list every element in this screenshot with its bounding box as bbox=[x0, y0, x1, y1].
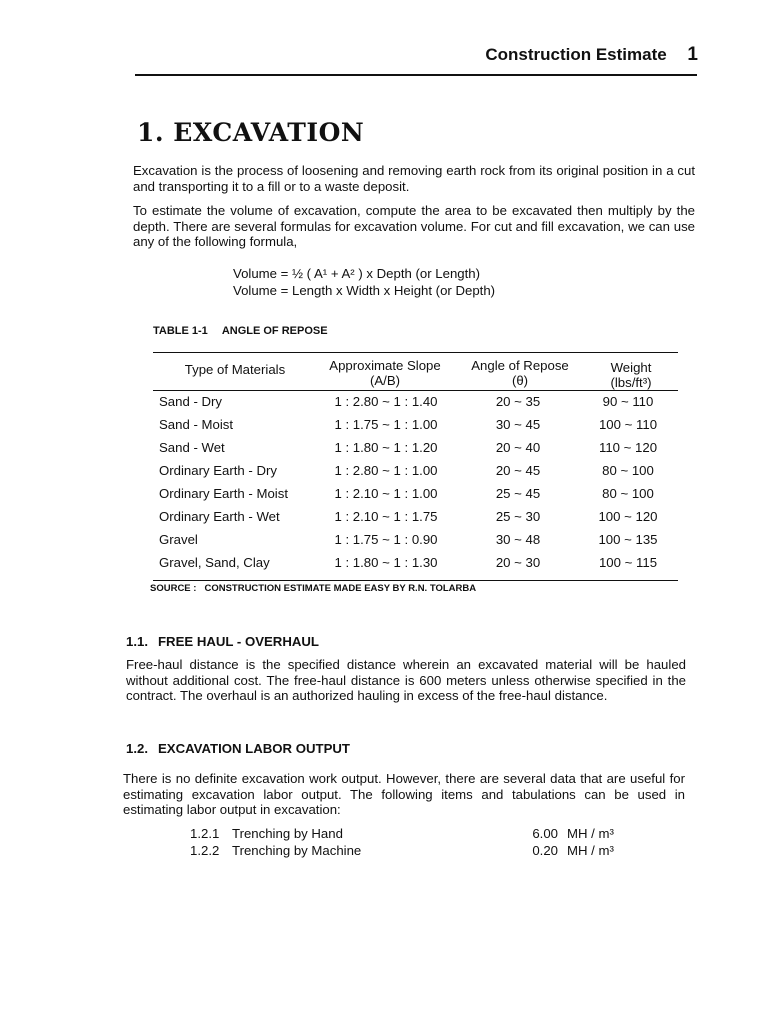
column-header-weight-label: Weight bbox=[610, 360, 652, 375]
weight-cell: 90 ~ 110 bbox=[602, 394, 654, 409]
table-top-rule bbox=[153, 352, 678, 353]
weight-cell: 100 ~ 115 bbox=[598, 555, 658, 570]
free-haul-paragraph: Free-haul distance is the specified distance wherein an excavated material will be hauled without additional cost. The free-haul distance is 600 meters unless otherwise specified in the contract. The overhaul is an authorized hauling in excess of the free-haul distance. bbox=[126, 657, 686, 703]
labor-output-item bbox=[190, 843, 630, 859]
source-label: SOURCE : bbox=[150, 583, 197, 594]
column-header-slope-sub: (A/B) bbox=[369, 373, 401, 388]
table-row bbox=[0, 440, 768, 462]
table-header-rule bbox=[153, 390, 678, 391]
item-code: 1.2.1 bbox=[190, 826, 220, 841]
book-title: Construction Estimate bbox=[485, 45, 667, 64]
labor-output-paragraph: There is no definite excavation work output. However, there are several data that are useful for estimating excavation labor output. The following items and tabulations can be used in estimating labor output in excavation: bbox=[123, 771, 685, 817]
weight-cell: 100 ~ 110 bbox=[598, 417, 658, 432]
material-cell: Sand - Wet bbox=[159, 440, 225, 455]
material-cell: Ordinary Earth - Wet bbox=[159, 509, 280, 524]
slope-cell: 1 : 2.10 ~ 1 : 1.00 bbox=[334, 486, 438, 501]
angle-cell: 25 ~ 30 bbox=[495, 509, 541, 524]
volume-formula-average-end-area: Volume = ½ ( A¹ + A² ) x Depth (or Length) bbox=[233, 266, 481, 281]
column-header-materials bbox=[170, 362, 300, 377]
table-source bbox=[150, 583, 476, 594]
material-cell: Sand - Moist bbox=[159, 417, 234, 432]
angle-cell: 30 ~ 48 bbox=[495, 532, 541, 547]
angle-cell: 20 ~ 45 bbox=[495, 463, 541, 478]
page-number: 1 bbox=[687, 44, 698, 65]
slope-cell: 1 : 1.75 ~ 1 : 0.90 bbox=[334, 532, 438, 547]
weight-cell: 110 ~ 120 bbox=[598, 440, 658, 455]
section-number: 1.2. bbox=[126, 741, 148, 756]
material-cell: Ordinary Earth - Dry bbox=[159, 463, 277, 478]
material-cell: Sand - Dry bbox=[159, 394, 223, 409]
header-rule bbox=[135, 74, 697, 76]
item-unit: MH / m³ bbox=[567, 826, 614, 841]
column-header-weight-sub: (lbs/ft³) bbox=[610, 375, 652, 390]
column-header-angle-sub: (θ) bbox=[511, 373, 529, 388]
column-header-materials-label: Type of Materials bbox=[184, 362, 286, 377]
angle-cell: 25 ~ 45 bbox=[495, 486, 541, 501]
table-row bbox=[0, 509, 768, 531]
table-row bbox=[0, 394, 768, 416]
angle-cell: 20 ~ 40 bbox=[495, 440, 541, 455]
section-title: EXCAVATION LABOR OUTPUT bbox=[158, 741, 350, 756]
table-row bbox=[0, 486, 768, 508]
item-value: 0.20 bbox=[532, 843, 558, 858]
section-heading-labor-output bbox=[126, 741, 350, 756]
item-code: 1.2.2 bbox=[190, 843, 220, 858]
angle-cell: 30 ~ 45 bbox=[495, 417, 541, 432]
table-label: TABLE 1-1 bbox=[153, 325, 208, 337]
column-header-weight bbox=[590, 360, 672, 390]
weight-cell: 80 ~ 100 bbox=[602, 486, 654, 501]
table-row bbox=[0, 417, 768, 439]
weight-cell: 80 ~ 100 bbox=[602, 463, 654, 478]
slope-cell: 1 : 2.80 ~ 1 : 1.40 bbox=[334, 394, 438, 409]
column-header-slope-label: Approximate Slope bbox=[329, 358, 441, 373]
section-number: 1.1. bbox=[126, 634, 148, 649]
estimate-paragraph: To estimate the volume of excavation, compute the area to be excavated then multiply by the depth. There are several formulas for excavation volume. For cut and fill excavation, we can use any of the following formula, bbox=[133, 203, 695, 249]
item-unit: MH / m³ bbox=[567, 843, 614, 858]
material-cell: Gravel, Sand, Clay bbox=[159, 555, 270, 570]
slope-cell: 1 : 1.75 ~ 1 : 1.00 bbox=[334, 417, 438, 432]
angle-cell: 20 ~ 35 bbox=[495, 394, 541, 409]
slope-cell: 1 : 2.10 ~ 1 : 1.75 bbox=[334, 509, 438, 524]
slope-cell: 1 : 2.80 ~ 1 : 1.00 bbox=[334, 463, 438, 478]
material-cell: Gravel bbox=[159, 532, 198, 547]
weight-cell: 100 ~ 135 bbox=[598, 532, 658, 547]
column-header-slope bbox=[318, 358, 452, 388]
volume-formula-prism: Volume = Length x Width x Height (or Depth) bbox=[233, 283, 496, 298]
chapter-title: 1. EXCAVATION bbox=[137, 118, 365, 147]
labor-output-item bbox=[190, 826, 630, 842]
column-header-angle bbox=[460, 358, 580, 388]
weight-cell: 100 ~ 120 bbox=[598, 509, 658, 524]
slope-cell: 1 : 1.80 ~ 1 : 1.30 bbox=[334, 555, 438, 570]
slope-cell: 1 : 1.80 ~ 1 : 1.20 bbox=[334, 440, 438, 455]
table-row bbox=[0, 555, 768, 577]
section-heading-free-haul bbox=[126, 634, 319, 649]
intro-paragraph: Excavation is the process of loosening and removing earth rock from its original position in a cut and transporting it to a fill or to a waste deposit. bbox=[133, 163, 695, 194]
item-value: 6.00 bbox=[532, 826, 558, 841]
material-cell: Ordinary Earth - Moist bbox=[159, 486, 288, 501]
table-title: ANGLE OF REPOSE bbox=[221, 325, 328, 337]
angle-cell: 20 ~ 30 bbox=[495, 555, 541, 570]
column-header-angle-label: Angle of Repose bbox=[471, 358, 569, 373]
table-row bbox=[0, 463, 768, 485]
table-caption bbox=[153, 325, 342, 337]
section-title: FREE HAUL - OVERHAUL bbox=[158, 634, 319, 649]
table-bottom-rule bbox=[153, 580, 678, 581]
source-text: CONSTRUCTION ESTIMATE MADE EASY BY R.N. TOLARBA bbox=[204, 583, 477, 594]
running-header bbox=[138, 44, 698, 70]
table-row bbox=[0, 532, 768, 554]
item-label: Trenching by Machine bbox=[232, 843, 362, 858]
item-label: Trenching by Hand bbox=[232, 826, 343, 841]
